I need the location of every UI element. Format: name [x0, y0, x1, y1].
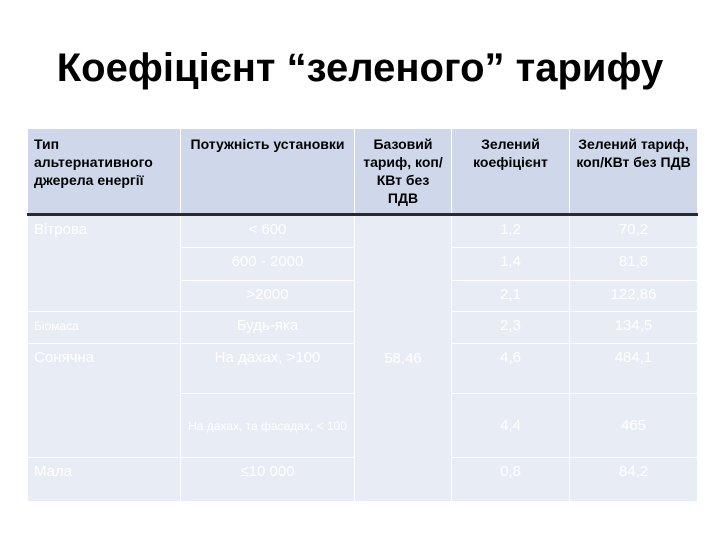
- cell-green-tariff: 484,1: [570, 344, 698, 394]
- cell-green-tariff: 84,2: [570, 458, 698, 502]
- cell-coefficient: 4,4: [452, 394, 570, 458]
- cell-power: На дахах, та фасадах, < 100: [181, 394, 355, 458]
- header-green-coefficient: Зелений коефіцієнт: [452, 129, 570, 215]
- header-installed-power: Потужність установки: [181, 129, 355, 215]
- green-tariff-table: [27, 128, 698, 502]
- table-header-row: [28, 129, 698, 215]
- cell-green-tariff: 81,8: [570, 248, 698, 281]
- header-source-type: Тип альтернативного джерела енергії: [28, 129, 181, 215]
- cell-power: ≤10 000: [181, 458, 355, 502]
- cell-source-type: Вітрова: [28, 215, 181, 312]
- cell-source-type: Сонячна: [28, 344, 181, 458]
- cell-green-tariff: 134,5: [570, 312, 698, 344]
- table-row: [28, 215, 698, 248]
- cell-power: >2000: [181, 281, 355, 312]
- cell-green-tariff: 70,2: [570, 215, 698, 248]
- cell-base-tariff: 58,46: [355, 215, 452, 502]
- cell-source-type: Біомаса: [28, 312, 181, 344]
- slide-title: Коефіцієнт “зеленого” тарифу: [56, 46, 664, 90]
- cell-power: 600 - 2000: [181, 248, 355, 281]
- header-green-tariff: Зелений тариф, коп/КВт без ПДВ: [570, 129, 698, 215]
- cell-coefficient: 4,6: [452, 344, 570, 394]
- cell-green-tariff: 465: [570, 394, 698, 458]
- cell-power: < 600: [181, 215, 355, 248]
- cell-coefficient: 0,8: [452, 458, 570, 502]
- cell-green-tariff: 122,86: [570, 281, 698, 312]
- cell-power: На дахах, >100: [181, 344, 355, 394]
- header-base-tariff: Базовий тариф, коп/КВт без ПДВ: [355, 129, 452, 215]
- cell-power: Будь-яка: [181, 312, 355, 344]
- cell-coefficient: 1,4: [452, 248, 570, 281]
- cell-source-type: Мала: [28, 458, 181, 502]
- cell-coefficient: 2,1: [452, 281, 570, 312]
- cell-coefficient: 2,3: [452, 312, 570, 344]
- cell-coefficient: 1,2: [452, 215, 570, 248]
